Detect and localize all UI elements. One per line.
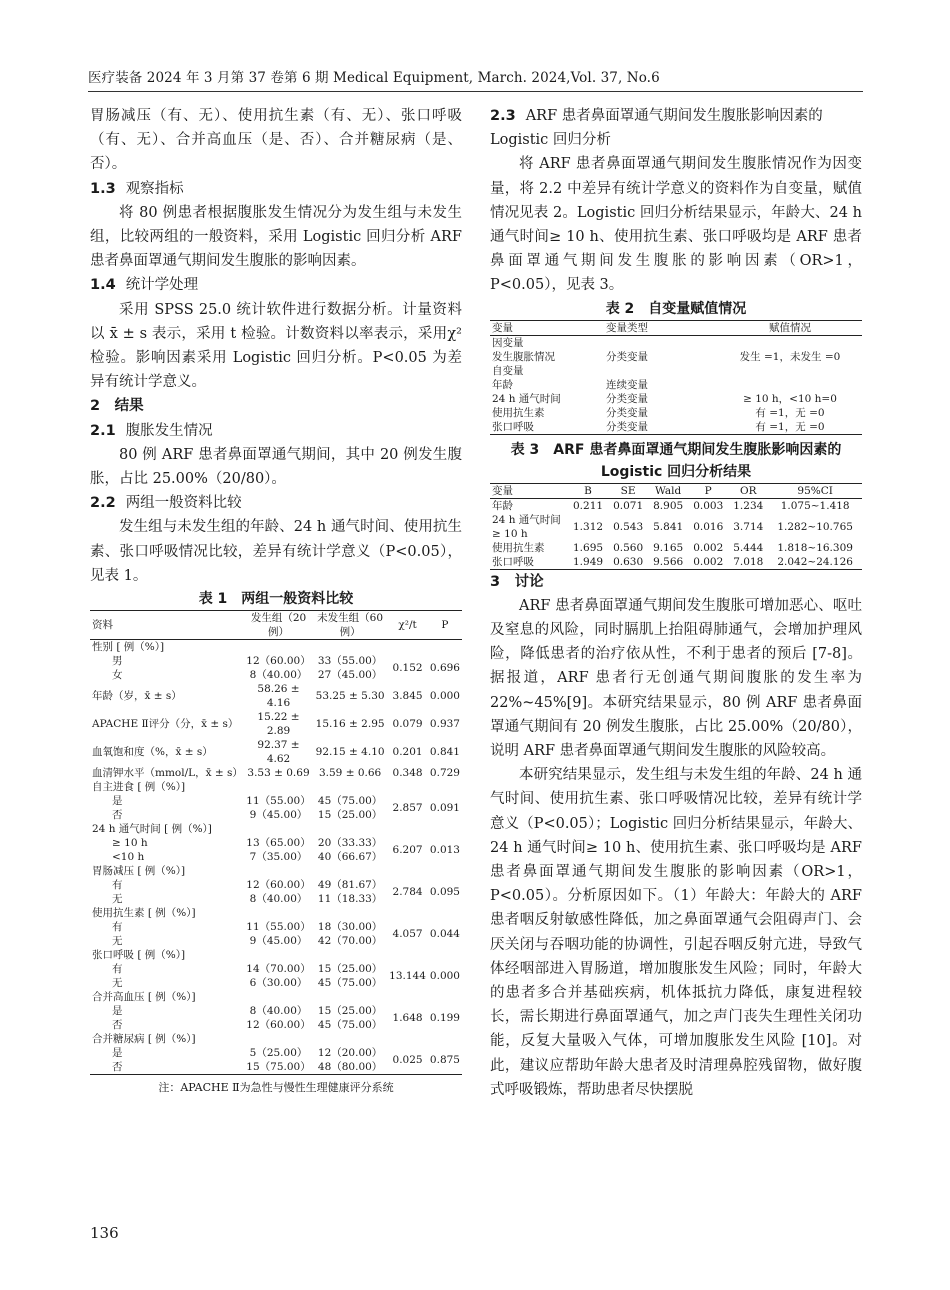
table-cell: 合并糖尿病 [ 例（%）] xyxy=(92,1033,196,1046)
section-2-1-heading xyxy=(90,419,462,443)
table-row xyxy=(490,392,862,406)
table-cell: 18（30.00） xyxy=(317,921,383,934)
table-cell: 92.37 ± 4.62 xyxy=(257,739,300,766)
table-cell: 5（25.00） xyxy=(249,1047,308,1060)
table-cell: 15（25.00） xyxy=(317,1005,383,1018)
table-row xyxy=(490,498,862,513)
section-number: 2.3 xyxy=(490,108,516,124)
table-cell: 0.201 xyxy=(392,746,423,759)
section-title: ARF 患者鼻面罩通气期间发生腹胀影响因素的 Logistic 回归分析 xyxy=(490,108,823,149)
table-cell: 0.937 xyxy=(429,718,460,731)
col-header: P xyxy=(704,484,712,497)
table-cell: 有 xyxy=(112,921,123,934)
table-cell: 胃肠减压 [ 例（%）] xyxy=(92,865,186,878)
table-cell: 1.695 xyxy=(573,541,604,554)
table-cell: 15（75.00） xyxy=(246,1061,311,1074)
table-cell: 无 xyxy=(112,893,123,906)
table-cell: 张口呼吸 [ 例（%）] xyxy=(92,949,186,962)
table-cell: 3.845 xyxy=(392,690,423,703)
table-cell: 0.211 xyxy=(573,499,604,512)
section-title: 统计学处理 xyxy=(125,277,199,294)
table-cell: 92.15 ± 4.10 xyxy=(315,746,385,759)
table-cell: 15（25.00） xyxy=(317,809,383,822)
table-cell: 有 xyxy=(112,963,123,976)
table-cell: 0.095 xyxy=(429,886,460,899)
table-cell: 1.282~10.765 xyxy=(777,520,853,533)
table-cell: 无 xyxy=(112,935,123,948)
table-cell: 6.207 xyxy=(392,844,423,857)
table-1 xyxy=(90,610,462,1075)
table-cell: 12（60.00） xyxy=(246,879,311,892)
table-cell: 有 xyxy=(112,879,123,892)
section-3-heading: 3 讨论 xyxy=(490,573,544,590)
table-cell: 是 xyxy=(112,1005,123,1018)
table-cell: 男 xyxy=(112,655,123,668)
table-cell: 0.543 xyxy=(613,520,644,533)
table-cell: 42（70.00） xyxy=(317,935,383,948)
table-row xyxy=(90,990,462,1004)
table-cell: 15.22 ± 2.89 xyxy=(257,711,300,738)
table-cell: 13.144 xyxy=(389,970,426,983)
paragraph-2-2: 发生组与未发生组的年龄、24 h 通气时间、使用抗生素、张口呼吸情况比较，差异有统计学意义（P<0.05），见表 1。 xyxy=(90,519,462,584)
table-cell: 2.784 xyxy=(392,886,423,899)
table-3 xyxy=(490,483,862,570)
table-cell: 自主进食 [ 例（%）] xyxy=(92,781,186,794)
table-2-caption: 表 2 自变量赋值情况 xyxy=(605,300,747,317)
table-header-row xyxy=(490,320,862,335)
col-header: 资料 xyxy=(92,619,113,632)
table-cell: 40（66.67） xyxy=(317,851,383,864)
col-header: 赋值情况 xyxy=(769,321,811,334)
table-cell: 0.091 xyxy=(429,802,460,815)
table-cell: 使用抗生素 xyxy=(492,541,545,554)
col-header: 95%CI xyxy=(797,484,833,497)
table-row xyxy=(90,710,462,738)
table-cell: 45（75.00） xyxy=(317,977,383,990)
table-cell: 0.013 xyxy=(429,844,460,857)
table-cell: 0.696 xyxy=(429,662,460,675)
table-cell: 12（60.00） xyxy=(246,1019,311,1032)
table-cell: 15（25.00） xyxy=(317,963,383,976)
table-row xyxy=(490,350,862,364)
section-title: 观察指标 xyxy=(125,180,184,197)
section-number: 1.3 xyxy=(90,180,116,197)
table-row xyxy=(90,780,462,794)
section-number: 2.2 xyxy=(90,495,116,512)
table-row xyxy=(490,335,862,350)
table-cell: 发生腹胀情况 xyxy=(492,350,555,363)
table-cell: 24 h 通气时间 xyxy=(492,392,561,405)
table-cell: 58.26 ± 4.16 xyxy=(257,683,300,710)
table-row xyxy=(90,878,462,892)
table-cell: 9.165 xyxy=(653,541,684,554)
table-row xyxy=(490,420,862,435)
table-cell: 8（40.00） xyxy=(249,1005,308,1018)
table-row xyxy=(90,682,462,710)
table-cell: 0.199 xyxy=(429,1012,460,1025)
paragraph-2-3: 将 ARF 患者鼻面罩通气期间发生腹胀情况作为因变量，将 2.2 中差异有统计学意义的资料作为自变量，赋值情况见表 2。Logistic 回归分析结果显示，年龄大、24 h 通气时间≥ 10 h、使用抗生素、张口呼吸均是 ARF 患者鼻面罩通气期间发生腹胀的影响因素（OR>1，P<0.05），见表 3。 xyxy=(490,156,862,294)
table-cell: 9.566 xyxy=(653,555,684,568)
table-cell: ≥ 10 h，<10 h=0 xyxy=(743,392,837,405)
table-row xyxy=(90,1032,462,1046)
table-cell: 3.714 xyxy=(733,520,764,533)
table-cell: 0.025 xyxy=(392,1054,423,1067)
table-cell: 0.152 xyxy=(392,662,423,675)
col-header: P xyxy=(441,619,449,632)
table-header-row xyxy=(490,483,862,498)
section-1-3-heading xyxy=(90,177,462,201)
table-row xyxy=(490,513,862,541)
table-cell: 9（45.00） xyxy=(249,809,308,822)
table-cell: 53.25 ± 5.30 xyxy=(315,690,385,703)
section-number: 1.4 xyxy=(90,277,116,294)
col-header: 变量 xyxy=(492,321,513,334)
page-number: 136 xyxy=(90,1224,119,1242)
paragraph-1-3: 将 80 例患者根据腹胀发生情况分为发生组与未发生组，比较两组的一般资料，采用 Logistic 回归分析 ARF 患者鼻面罩通气期间发生腹胀的影响因素。 xyxy=(90,204,462,270)
table-cell: 8.905 xyxy=(653,499,684,512)
table-cell: 3.53 ± 0.69 xyxy=(247,767,310,780)
table-cell: 发生 =1，未发生 =0 xyxy=(739,350,841,363)
table-cell: 0.002 xyxy=(693,541,724,554)
table-cell: 有 =1，无 =0 xyxy=(755,406,825,419)
paragraph-2-1: 80 例 ARF 患者鼻面罩通气期间，其中 20 例发生腹胀，占比 25.00%（20/80）。 xyxy=(90,446,462,488)
table-cell: 0.002 xyxy=(693,555,724,568)
col-header: OR xyxy=(740,484,757,497)
table-cell: 否 xyxy=(112,809,123,822)
table-cell: 1.075~1.418 xyxy=(780,499,850,512)
section-2-2-heading xyxy=(90,491,462,515)
table-cell: 连续变量 xyxy=(606,378,648,391)
col-header: Wald xyxy=(655,484,682,497)
table-cell: 0.003 xyxy=(693,499,724,512)
table-cell: 24 h 通气时间 [ 例（%）] xyxy=(92,823,212,836)
table-cell: 5.841 xyxy=(653,520,684,533)
table-cell: 49（81.67） xyxy=(317,879,383,892)
col-header: 发生组（20 例） xyxy=(250,612,307,639)
col-header: χ²/t xyxy=(398,619,417,632)
table-row xyxy=(90,920,462,934)
table-cell: 是 xyxy=(112,1047,123,1060)
section-title: 两组一般资料比较 xyxy=(125,495,242,512)
table-cell: 年龄 xyxy=(492,378,513,391)
table-1-note: 注：APACHE Ⅱ为急性与慢性生理健康评分系统 xyxy=(158,1081,394,1095)
table-cell: 因变量 xyxy=(492,336,524,349)
table-header-row xyxy=(90,611,462,640)
table-row xyxy=(90,794,462,808)
section-2-heading: 2 结果 xyxy=(90,398,144,415)
table-cell: 使用抗生素 [ 例（%）] xyxy=(92,907,196,920)
table-cell: ≥ 10 h xyxy=(112,837,148,850)
paragraph-3a: ARF 患者鼻面罩通气期间发生腹胀可增加恶心、呕吐及窒息的风险，同时膈肌上抬阻碍肺通气，会增加护理风险，降低患者的治疗依从性，不利于患者的预后 [7-8]。据报道，ARF 患者行无创通气期间腹胀的发生率为 22%~45%[9]。本研究结果显示，80 例 ARF 患者鼻面罩通气期间有 20 例发生腹胀，占比 25.00%（20/80），说明 ARF 患者鼻面罩通气期间发生腹胀的风险较高。 xyxy=(490,597,862,760)
table-cell: 8（40.00） xyxy=(249,669,308,682)
table-cell: 1.234 xyxy=(733,499,764,512)
table-cell: 是 xyxy=(112,795,123,808)
paragraph-3b: 本研究结果显示，发生组与未发生组的年龄、24 h 通气时间、使用抗生素、张口呼吸情况比较，差异有统计学意义（P<0.05）；Logistic 回归分析结果显示，年龄大、24 h 通气时间≥ 10 h、使用抗生素、张口呼吸均是 ARF 患者鼻面罩通气期间发生腹胀的影响因素（OR>1，P<0.05）。分析原因如下。（1）年龄大：年龄大的 ARF 患者咽反射敏感性降低，加之鼻面罩通气会阻碍声门、会厌关闭与吞咽功能的协调性，引起吞咽反射亢进，导致气体经咽部进入胃肠道，增加腹胀发生风险；同时，年龄大的患者多合并基础疾病，机体抵抗力降低，康复进程较长，需长期进行鼻面罩通气，加之声门丧失生理性关闭功能，反复大量吸入气体，可增加腹胀发生风险 [10]。对此，建议应帮助年龄大患者及时清理鼻腔残留物，做好腹式呼吸锻炼，帮助患者尽快摆脱 xyxy=(490,767,862,1098)
table-cell: 15.16 ± 2.95 xyxy=(315,718,385,731)
table-cell: 24 h 通气时间≥ 10 h xyxy=(492,513,561,540)
table-row xyxy=(90,640,462,655)
table-cell: 5.444 xyxy=(733,541,764,554)
table-cell: APACHE Ⅱ评分（分，x̄ ± s） xyxy=(92,718,239,731)
table-cell: 无 xyxy=(112,977,123,990)
table-cell: 否 xyxy=(112,1019,123,1032)
table-row xyxy=(90,864,462,878)
table-cell xyxy=(718,378,862,392)
table-cell: 有 =1，无 =0 xyxy=(755,420,825,433)
table-cell: 0.841 xyxy=(429,746,460,759)
table-cell: 1.949 xyxy=(573,555,604,568)
table-cell: 2.857 xyxy=(392,802,423,815)
table-cell: 0.044 xyxy=(429,928,460,941)
table-row xyxy=(490,364,862,378)
table-cell: 使用抗生素 xyxy=(492,406,545,419)
table-cell: 血氧饱和度（%，x̄ ± s） xyxy=(92,746,213,759)
table-cell: 0.630 xyxy=(613,555,644,568)
table-cell: 20（33.33） xyxy=(317,837,383,850)
table-cell: 11（55.00） xyxy=(246,921,311,934)
table-cell: 张口呼吸 xyxy=(492,420,534,433)
table-row xyxy=(90,766,462,780)
table-cell: 女 xyxy=(112,669,123,682)
table-cell: 否 xyxy=(112,1061,123,1074)
table-row xyxy=(90,906,462,920)
section-1-4-heading xyxy=(90,273,462,297)
table-cell: 33（55.00） xyxy=(317,655,383,668)
table-cell: 14（70.00） xyxy=(246,963,311,976)
table-cell: 0.000 xyxy=(429,690,460,703)
table-cell: 1.312 xyxy=(573,520,604,533)
right-column xyxy=(490,104,862,1102)
running-header: 医疗装备 2024 年 3 月第 37 卷第 6 期 Medical Equipment, March. 2024,Vol. 37, No.6 xyxy=(88,70,660,86)
col-header: 变量类型 xyxy=(606,321,648,334)
table-cell: 0.348 xyxy=(392,767,423,780)
table-cell: 11（55.00） xyxy=(246,795,311,808)
table-cell: 12（20.00） xyxy=(317,1047,383,1060)
table-cell: 自变量 xyxy=(492,364,524,377)
table-cell: 9（45.00） xyxy=(249,935,308,948)
table-cell: 0.016 xyxy=(693,520,724,533)
table-cell: 分类变量 xyxy=(606,406,648,419)
paragraph-intro: 胃肠减压（有、无）、使用抗生素（有、无）、张口呼吸（有、无）、合并高血压（是、否）、合并糖尿病（是、否）。 xyxy=(90,108,462,173)
table-cell: 45（75.00） xyxy=(317,1019,383,1032)
table-2 xyxy=(490,320,862,435)
table-row xyxy=(490,555,862,570)
table-cell: 分类变量 xyxy=(606,420,648,433)
table-cell: 0.560 xyxy=(613,541,644,554)
table-cell: 3.59 ± 0.66 xyxy=(318,767,382,780)
table-row xyxy=(90,1004,462,1018)
table-1-caption: 表 1 两组一般资料比较 xyxy=(198,591,354,608)
table-cell: 27（45.00） xyxy=(317,669,383,682)
table-3-caption: 表 3 ARF 患者鼻面罩通气期间发生腹胀影响因素的 Logistic 回归分析结果 xyxy=(510,441,842,480)
table-cell: 11（18.33） xyxy=(317,893,383,906)
table-row xyxy=(90,948,462,962)
table-cell: 1.648 xyxy=(392,1012,423,1025)
table-cell: 性别 [ 例（%）] xyxy=(92,641,165,654)
section-2-3-heading xyxy=(490,104,862,152)
paragraph-1-4: 采用 SPSS 25.0 统计软件进行数据分析。计量资料以 x̄ ± s 表示，采用 t 检验。计数资料以率表示，采用χ² 检验。影响因素采用 Logistic 回归分析。P<0.05 为差异有统计学意义。 xyxy=(90,301,462,391)
table-cell: 4.057 xyxy=(392,928,423,941)
table-cell: 0.000 xyxy=(429,970,460,983)
table-cell: 7（35.00） xyxy=(249,851,308,864)
table-row xyxy=(490,406,862,420)
table-row xyxy=(90,738,462,766)
table-cell: 45（75.00） xyxy=(317,795,383,808)
section-title: 腹胀发生情况 xyxy=(125,422,213,439)
table-cell: 6（30.00） xyxy=(249,977,308,990)
table-cell: 年龄 xyxy=(492,499,513,512)
table-row xyxy=(90,962,462,976)
table-row xyxy=(90,836,462,850)
table-cell: 8（40.00） xyxy=(249,893,308,906)
table-cell: 2.042~24.126 xyxy=(777,555,853,568)
table-row xyxy=(90,1046,462,1060)
table-cell: 合并高血压 [ 例（%）] xyxy=(92,991,196,1004)
col-header: B xyxy=(584,484,592,497)
table-cell: 7.018 xyxy=(733,555,764,568)
table-cell: <10 h xyxy=(112,851,145,864)
table-cell: 1.818~16.309 xyxy=(777,541,853,554)
left-column xyxy=(90,104,462,1095)
col-header: SE xyxy=(620,484,636,497)
table-row xyxy=(90,822,462,836)
table-cell: 0.071 xyxy=(613,499,644,512)
col-header: 未发生组（60 例） xyxy=(317,612,384,639)
table-cell: 0.875 xyxy=(429,1054,460,1067)
table-cell: 48（80.00） xyxy=(317,1061,383,1074)
table-row xyxy=(490,378,862,392)
section-number: 2.1 xyxy=(90,422,116,439)
table-cell: 13（65.00） xyxy=(246,837,311,850)
header-rule xyxy=(88,91,863,92)
table-row xyxy=(490,541,862,555)
table-cell: 年龄（岁，x̄ ± s） xyxy=(92,690,182,703)
table-cell: 分类变量 xyxy=(606,350,648,363)
table-cell: 血清钾水平（mmol/L，x̄ ± s） xyxy=(92,767,243,780)
table-row xyxy=(90,654,462,668)
table-cell: 张口呼吸 xyxy=(492,555,534,568)
col-header: 变量 xyxy=(492,484,513,497)
table-cell: 分类变量 xyxy=(606,392,648,405)
table-cell: 0.079 xyxy=(392,718,423,731)
table-cell: 0.729 xyxy=(429,767,460,780)
table-cell: 12（60.00） xyxy=(246,655,311,668)
